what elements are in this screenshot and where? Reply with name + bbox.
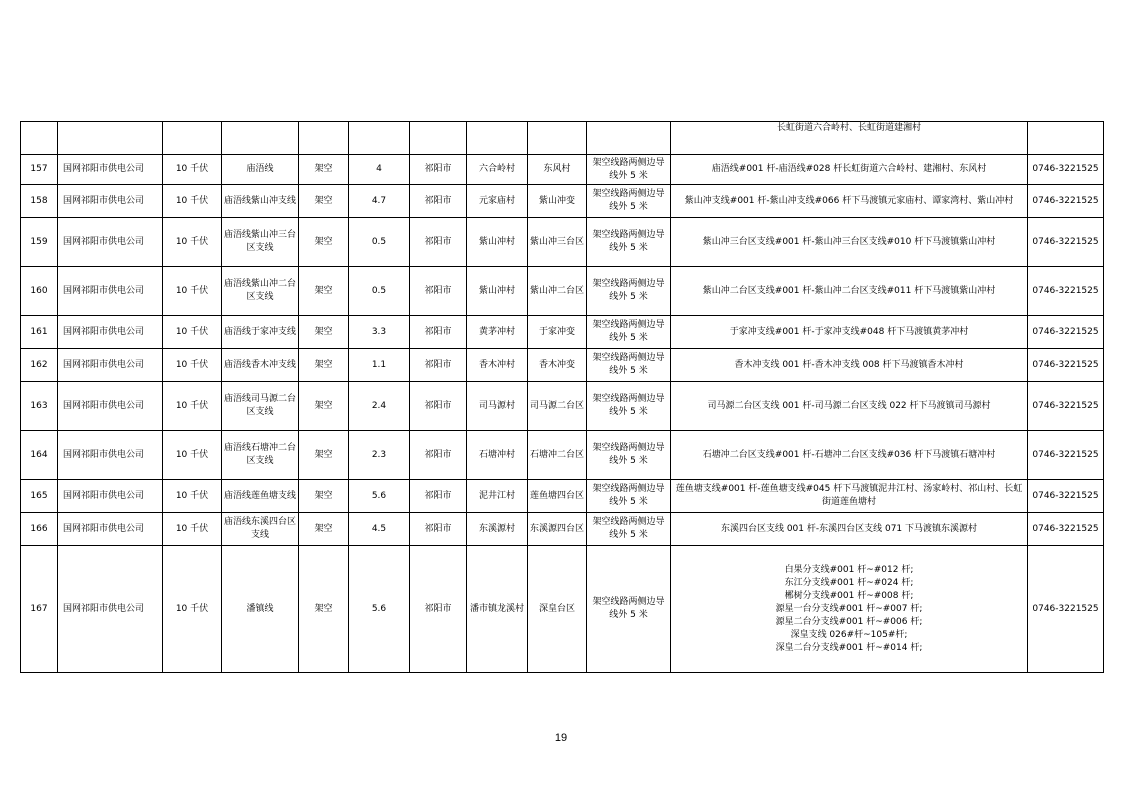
cell-phone: 0746-3221525: [1028, 155, 1104, 185]
cell-line: 庙浯线紫山冲三台区支线: [222, 218, 299, 267]
cell-line: 潘镇线: [222, 546, 299, 673]
cell-city: 祁阳市: [410, 267, 467, 316]
cell-range: [587, 122, 671, 155]
cell-station: 石塘冲二台区: [528, 431, 587, 480]
scope-line: 紫山冲支线#001 杆-紫山冲支线#066 杆下马渡镇元家庙村、谭家湾村、紫山冲村: [684, 195, 1014, 206]
cell-company: 国网祁阳市供电公司: [58, 480, 163, 513]
cell-length: 5.6: [349, 546, 410, 673]
table-row: [21, 155, 1104, 185]
cell-type: 架空: [299, 218, 349, 267]
cell-voltage: 10 千伏: [163, 513, 222, 546]
cell-company: 国网祁阳市供电公司: [58, 546, 163, 673]
table-row: [21, 546, 1104, 673]
cell-scope: [671, 267, 1028, 316]
table-row: [21, 185, 1104, 218]
cell-village: [467, 122, 528, 155]
scope-line: 莲鱼塘支线#001 杆-莲鱼塘支线#045 杆下马渡镇泥井江村、汤家岭村、祁山村、长虹街道莲鱼塘村: [675, 484, 1023, 507]
cell-no: 167: [21, 546, 58, 673]
cell-scope: [671, 316, 1028, 349]
cell-station: 司马源二台区: [528, 382, 587, 431]
cell-voltage: 10 千伏: [163, 480, 222, 513]
cell-village: 紫山冲村: [467, 218, 528, 267]
scope-line: 司马源二台区支线 001 杆-司马源二台区支线 022 杆下马渡镇司马源村: [707, 400, 991, 411]
cell-voltage: 10 千伏: [163, 349, 222, 382]
scope-line: 郴树分支线#001 杆~#008 杆;: [784, 590, 914, 601]
cell-village: 司马源村: [467, 382, 528, 431]
cell-company: 国网祁阳市供电公司: [58, 513, 163, 546]
cell-line: 庙浯线莲鱼塘支线: [222, 480, 299, 513]
cell-no: 158: [21, 185, 58, 218]
cell-range: 架空线路两侧边导线外 5 米: [587, 431, 671, 480]
cell-city: 祁阳市: [410, 349, 467, 382]
cell-station: 紫山冲二台区: [528, 267, 587, 316]
cell-type: 架空: [299, 382, 349, 431]
cell-scope: [671, 122, 1028, 155]
cell-city: 祁阳市: [410, 382, 467, 431]
cell-line: 庙浯线: [222, 155, 299, 185]
cell-no: 163: [21, 382, 58, 431]
cell-voltage: 10 千伏: [163, 218, 222, 267]
cell-city: 祁阳市: [410, 480, 467, 513]
cell-station: 东溪源四台区: [528, 513, 587, 546]
cell-city: 祁阳市: [410, 218, 467, 267]
cell-city: 祁阳市: [410, 513, 467, 546]
cell-phone: 0746-3221525: [1028, 431, 1104, 480]
cell-no: 159: [21, 218, 58, 267]
cell-phone: 0746-3221525: [1028, 185, 1104, 218]
cell-scope: [671, 218, 1028, 267]
cell-range: 架空线路两侧边导线外 5 米: [587, 185, 671, 218]
cell-type: [299, 122, 349, 155]
cell-city: [410, 122, 467, 155]
cell-company: 国网祁阳市供电公司: [58, 155, 163, 185]
cell-phone: 0746-3221525: [1028, 267, 1104, 316]
scope-line: 东溪四台区支线 001 杆-东溪四台区支线 071 下马渡镇东溪源村: [720, 523, 978, 534]
cell-voltage: 10 千伏: [163, 185, 222, 218]
cell-no: 157: [21, 155, 58, 185]
cell-scope: [671, 431, 1028, 480]
scope-line: 源星二台分支线#001 杆~#006 杆;: [775, 616, 923, 627]
cell-voltage: 10 千伏: [163, 382, 222, 431]
cell-phone: [1028, 122, 1104, 155]
cell-no: 161: [21, 316, 58, 349]
cell-voltage: 10 千伏: [163, 267, 222, 316]
cell-length: 0.5: [349, 267, 410, 316]
scope-line: 庙浯线#001 杆-庙浯线#028 杆长虹街道六合岭村、建湘村、东风村: [711, 164, 987, 174]
cell-village: 石塘冲村: [467, 431, 528, 480]
cell-scope: [671, 480, 1028, 513]
cell-station: [528, 122, 587, 155]
cell-type: 架空: [299, 267, 349, 316]
cell-scope: [671, 546, 1028, 673]
table-body: [21, 122, 1104, 673]
cell-phone: 0746-3221525: [1028, 349, 1104, 382]
cell-scope: [671, 382, 1028, 431]
cell-city: 祁阳市: [410, 431, 467, 480]
cell-line: 庙浯线石塘冲二台区支线: [222, 431, 299, 480]
cell-no: 164: [21, 431, 58, 480]
scope-line: 香木冲支线 001 杆-香木冲支线 008 杆下马渡镇香木冲村: [734, 359, 964, 370]
cell-phone: 0746-3221525: [1028, 480, 1104, 513]
cell-phone: 0746-3221525: [1028, 382, 1104, 431]
cell-no: 165: [21, 480, 58, 513]
cell-company: 国网祁阳市供电公司: [58, 382, 163, 431]
cell-length: [349, 122, 410, 155]
cell-phone: 0746-3221525: [1028, 513, 1104, 546]
cell-village: 元家庙村: [467, 185, 528, 218]
cell-length: 2.4: [349, 382, 410, 431]
cell-voltage: 10 千伏: [163, 546, 222, 673]
cell-company: 国网祁阳市供电公司: [58, 185, 163, 218]
power-line-table: [20, 121, 1104, 673]
cell-type: 架空: [299, 155, 349, 185]
cell-phone: 0746-3221525: [1028, 316, 1104, 349]
cell-type: 架空: [299, 185, 349, 218]
cell-city: 祁阳市: [410, 316, 467, 349]
table-row: [21, 480, 1104, 513]
cell-city: 祁阳市: [410, 546, 467, 673]
cell-scope: [671, 155, 1028, 185]
cell-length: 0.5: [349, 218, 410, 267]
cell-station: 香木冲变: [528, 349, 587, 382]
cell-type: 架空: [299, 480, 349, 513]
cell-phone: 0746-3221525: [1028, 546, 1104, 673]
cell-company: 国网祁阳市供电公司: [58, 431, 163, 480]
scope-line: 于家冲支线#001 杆-于家冲支线#048 杆下马渡镇黄茅冲村: [729, 326, 969, 337]
cell-station: 紫山冲三台区: [528, 218, 587, 267]
scope-line: 白果分支线#001 杆~#012 杆;: [784, 564, 914, 575]
cell-range: 架空线路两侧边导线外 5 米: [587, 218, 671, 267]
cell-station: 紫山冲变: [528, 185, 587, 218]
cell-no: 162: [21, 349, 58, 382]
scope-line: 紫山冲三台区支线#001 杆-紫山冲三台区支线#010 杆下马渡镇紫山冲村: [702, 236, 996, 247]
cell-station: 东风村: [528, 155, 587, 185]
cell-length: 3.3: [349, 316, 410, 349]
cell-range: 架空线路两侧边导线外 5 米: [587, 267, 671, 316]
cell-range: 架空线路两侧边导线外 5 米: [587, 155, 671, 185]
cell-company: [58, 122, 163, 155]
cell-length: 5.6: [349, 480, 410, 513]
cell-station: 于家冲变: [528, 316, 587, 349]
cell-length: 4: [349, 155, 410, 185]
cell-range: 架空线路两侧边导线外 5 米: [587, 316, 671, 349]
scope-line: 深皇支线 026#杆~105#杆;: [790, 629, 908, 640]
page-number: 19: [554, 732, 568, 744]
cell-range: 架空线路两侧边导线外 5 米: [587, 480, 671, 513]
cell-type: 架空: [299, 316, 349, 349]
cell-scope: [671, 185, 1028, 218]
table-row: [21, 513, 1104, 546]
cell-voltage: [163, 122, 222, 155]
scope-line: 长虹街道六合岭村、长虹街道建湘村: [776, 123, 921, 133]
cell-line: 庙浯线香木冲支线: [222, 349, 299, 382]
table-row: [21, 267, 1104, 316]
cell-company: 国网祁阳市供电公司: [58, 218, 163, 267]
cell-length: 2.3: [349, 431, 410, 480]
cell-city: 祁阳市: [410, 185, 467, 218]
cell-type: 架空: [299, 513, 349, 546]
cell-line: 庙浯线司马源二台区支线: [222, 382, 299, 431]
table-row: [21, 431, 1104, 480]
cell-type: 架空: [299, 349, 349, 382]
cell-voltage: 10 千伏: [163, 431, 222, 480]
cell-voltage: 10 千伏: [163, 155, 222, 185]
scope-line: 源星一台分支线#001 杆~#007 杆;: [775, 603, 923, 614]
scope-line: 石塘冲二台区支线#001 杆-石塘冲二台区支线#036 杆下马渡镇石塘冲村: [702, 449, 996, 460]
cell-type: 架空: [299, 546, 349, 673]
cell-company: 国网祁阳市供电公司: [58, 349, 163, 382]
cell-no: 166: [21, 513, 58, 546]
table-row: [21, 382, 1104, 431]
cell-length: 4.5: [349, 513, 410, 546]
cell-line: 庙浯线东溪四台区支线: [222, 513, 299, 546]
cell-station: 莲鱼塘四台区: [528, 480, 587, 513]
cell-village: 泥井江村: [467, 480, 528, 513]
continuation-row: [21, 122, 1104, 155]
cell-range: 架空线路两侧边导线外 5 米: [587, 382, 671, 431]
cell-line: 庙浯线于家冲支线: [222, 316, 299, 349]
cell-company: 国网祁阳市供电公司: [58, 267, 163, 316]
cell-range: 架空线路两侧边导线外 5 米: [587, 513, 671, 546]
scope-line: 紫山冲二台区支线#001 杆-紫山冲二台区支线#011 杆下马渡镇紫山冲村: [702, 285, 996, 296]
cell-village: 香木冲村: [467, 349, 528, 382]
table-row: [21, 316, 1104, 349]
cell-company: 国网祁阳市供电公司: [58, 316, 163, 349]
cell-voltage: 10 千伏: [163, 316, 222, 349]
cell-no: [21, 122, 58, 155]
cell-range: 架空线路两侧边导线外 5 米: [587, 349, 671, 382]
cell-village: 紫山冲村: [467, 267, 528, 316]
cell-phone: 0746-3221525: [1028, 218, 1104, 267]
cell-village: 东溪源村: [467, 513, 528, 546]
cell-range: 架空线路两侧边导线外 5 米: [587, 546, 671, 673]
cell-line: 庙浯线紫山冲二台区支线: [222, 267, 299, 316]
cell-line: 庙浯线紫山冲支线: [222, 185, 299, 218]
scope-line: 东江分支线#001 杆~#024 杆;: [784, 577, 914, 588]
cell-station: 深皇台区: [528, 546, 587, 673]
cell-village: 潘市镇龙溪村: [467, 546, 528, 673]
table-row: [21, 218, 1104, 267]
cell-scope: [671, 349, 1028, 382]
cell-city: 祁阳市: [410, 155, 467, 185]
cell-type: 架空: [299, 431, 349, 480]
scope-line: 深皇二台分支线#001 杆~#014 杆;: [775, 642, 923, 653]
cell-length: 1.1: [349, 349, 410, 382]
table-row: [21, 349, 1104, 382]
cell-length: 4.7: [349, 185, 410, 218]
cell-scope: [671, 513, 1028, 546]
cell-village: 六合岭村: [467, 155, 528, 185]
cell-line: [222, 122, 299, 155]
cell-no: 160: [21, 267, 58, 316]
cell-village: 黄茅冲村: [467, 316, 528, 349]
